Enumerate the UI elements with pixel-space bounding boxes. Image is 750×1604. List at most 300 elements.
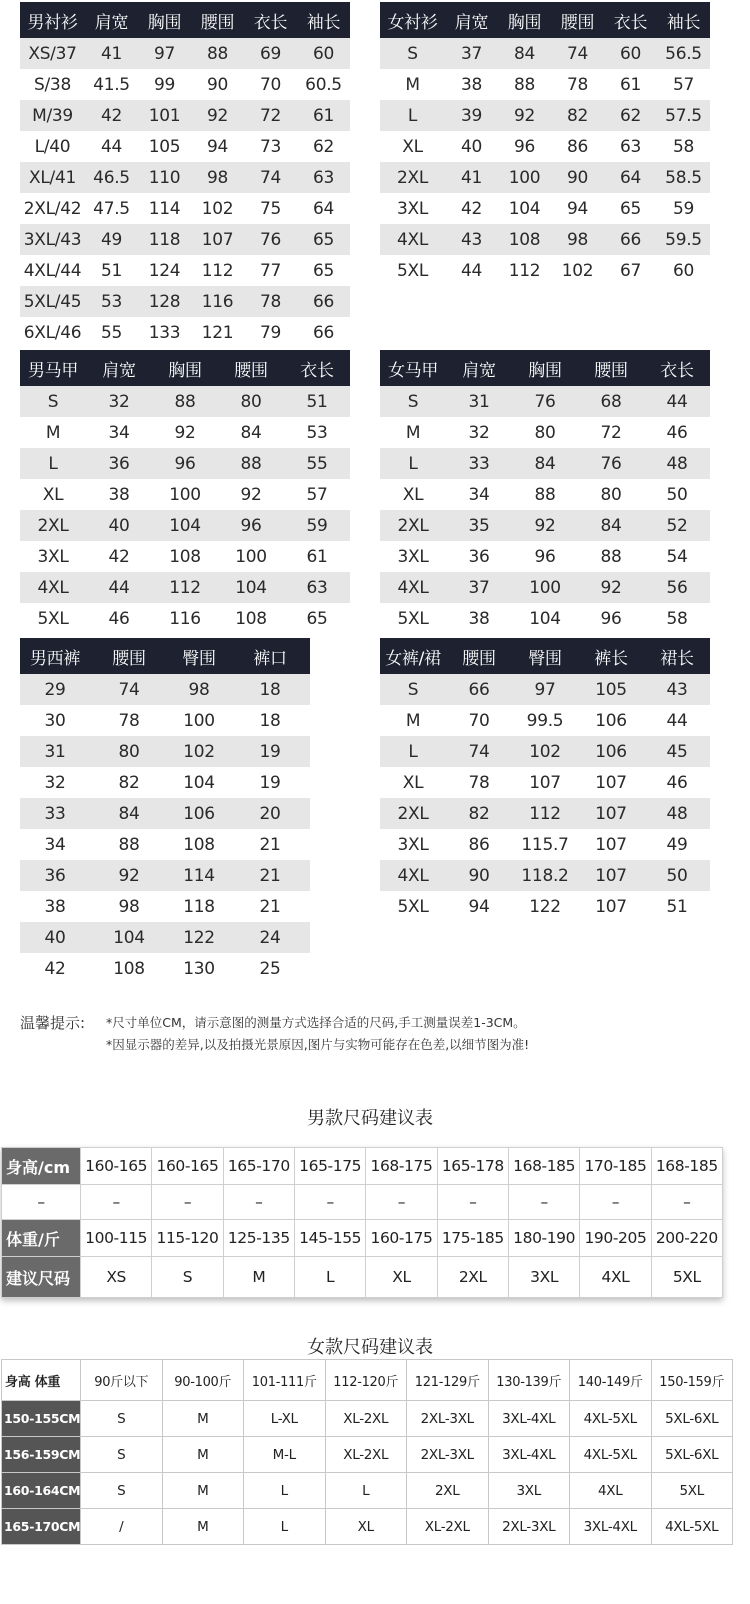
table-cell: 112: [512, 798, 578, 829]
table-cell: 88: [218, 448, 284, 479]
table-cell: 66: [604, 224, 657, 255]
table-cell: M: [162, 1401, 244, 1437]
table-cell: 102: [168, 736, 230, 767]
table-cell: XL: [380, 479, 446, 510]
table-cell: 34: [86, 417, 152, 448]
table-cell: 96: [152, 448, 218, 479]
table-cell: 44: [644, 705, 710, 736]
table-row: [20, 798, 350, 829]
table-row: [2, 1220, 723, 1257]
table-cell: 88: [512, 479, 578, 510]
table-cell: 4XL: [380, 224, 445, 255]
table-cell: 94: [191, 131, 244, 162]
table-cell: 64: [297, 193, 350, 224]
table-cell: 106: [168, 798, 230, 829]
table-cell: 57: [284, 479, 350, 510]
table-cell: 108: [168, 829, 230, 860]
table-cell: 51: [85, 255, 138, 286]
table-cell: 104: [512, 603, 578, 634]
table-row: [20, 38, 350, 69]
table-cell: 101: [138, 100, 191, 131]
table-cell: 38: [86, 479, 152, 510]
table-cell: 112: [498, 255, 551, 286]
table-cell: 84: [578, 510, 644, 541]
row-label: 建议尺码: [2, 1257, 81, 1298]
table-cell: 104: [498, 193, 551, 224]
height-label: 150-155CM: [2, 1401, 81, 1437]
table-row: [2, 1509, 733, 1545]
mens-trousers-header: 腰围: [90, 638, 168, 674]
table-row: [20, 224, 350, 255]
weight-header: 101-111斤: [244, 1360, 326, 1401]
table-cell: 58: [657, 131, 710, 162]
table-cell: 168-175: [366, 1148, 437, 1185]
table-cell: 98: [90, 891, 168, 922]
table-cell: 107: [512, 767, 578, 798]
table-cell: 50: [644, 479, 710, 510]
table-cell: 5XL: [651, 1257, 722, 1298]
table-cell: 108: [498, 224, 551, 255]
table-cell: 107: [578, 767, 644, 798]
table-cell: S: [152, 1257, 223, 1298]
table-cell: 104: [218, 572, 284, 603]
table-cell: 60: [604, 38, 657, 69]
table-cell: 53: [284, 417, 350, 448]
table-cell: 90: [191, 69, 244, 100]
table-cell: 19: [230, 736, 310, 767]
table-row: [2, 1401, 733, 1437]
table-cell: 56: [644, 572, 710, 603]
table-cell: 90: [551, 162, 604, 193]
weight-header: 121-129斤: [407, 1360, 489, 1401]
table-cell: L: [294, 1257, 365, 1298]
table-cell: 42: [445, 193, 498, 224]
table-cell: 88: [498, 69, 551, 100]
table-cell: 31: [20, 736, 90, 767]
table-cell: 3XL-4XL: [488, 1437, 570, 1473]
table-cell: M: [380, 705, 446, 736]
table-cell: –: [651, 1185, 722, 1220]
table-row: [20, 603, 350, 634]
table-cell: –: [508, 1185, 579, 1220]
table-cell: 100: [512, 572, 578, 603]
table-cell: 105: [578, 674, 644, 705]
table-cell: XL: [380, 767, 446, 798]
table-row: [20, 736, 350, 767]
table-cell: 76: [578, 448, 644, 479]
table-cell: 5XL: [380, 603, 446, 634]
table-cell: M: [380, 69, 445, 100]
table-cell: 70: [446, 705, 512, 736]
table-cell: 36: [86, 448, 152, 479]
table-cell: 57: [657, 69, 710, 100]
table-cell: 160-165: [81, 1148, 152, 1185]
table-cell: L: [244, 1473, 326, 1509]
table-row: [380, 541, 710, 572]
table-cell: 33: [446, 448, 512, 479]
table-cell: 94: [446, 891, 512, 922]
table-cell: 63: [284, 572, 350, 603]
table-cell: 4XL-5XL: [570, 1401, 652, 1437]
womens-shirt-header: 胸围: [498, 2, 551, 38]
table-cell: 2XL: [407, 1473, 489, 1509]
table-cell: 38: [20, 891, 90, 922]
table-cell: 58.5: [657, 162, 710, 193]
table-cell: 125-135: [223, 1220, 294, 1257]
table-cell: 98: [168, 674, 230, 705]
table-cell: 48: [644, 448, 710, 479]
table-cell: 84: [218, 417, 284, 448]
table-cell: 2XL-3XL: [407, 1401, 489, 1437]
table-cell: 18: [230, 705, 310, 736]
table-cell: 100: [152, 479, 218, 510]
table-cell: 36: [446, 541, 512, 572]
table-cell: M/39: [20, 100, 85, 131]
table-cell: 92: [498, 100, 551, 131]
table-cell: 112: [191, 255, 244, 286]
table-row: [20, 572, 350, 603]
table-row: [380, 38, 710, 69]
table-cell: 112: [152, 572, 218, 603]
table-cell: XL-2XL: [325, 1401, 407, 1437]
table-row: [2, 1473, 733, 1509]
table-cell: 40: [20, 922, 90, 953]
row-label: 体重/斤: [2, 1220, 81, 1257]
womens-pants-header: 女裤/裙: [380, 638, 446, 674]
table-row: [380, 674, 710, 705]
table-cell: 50: [644, 860, 710, 891]
height-label: 156-159CM: [2, 1437, 81, 1473]
table-cell: 92: [90, 860, 168, 891]
table-row: [380, 100, 710, 131]
table-cell: 104: [168, 767, 230, 798]
table-cell: L: [380, 736, 446, 767]
table-cell: 118: [138, 224, 191, 255]
table-cell: 32: [20, 767, 90, 798]
table-cell: 60: [297, 38, 350, 69]
table-cell: 165-170: [223, 1148, 294, 1185]
table-cell: 165-175: [294, 1148, 365, 1185]
table-row: [20, 100, 350, 131]
mens-shirt-header: 袖长: [297, 2, 350, 38]
mens-trousers-table: [20, 638, 350, 984]
table-row: [2, 1185, 723, 1220]
table-cell: 33: [20, 798, 90, 829]
womens-vest-header: 女马甲: [380, 350, 446, 386]
table-cell: XS/37: [20, 38, 85, 69]
mens-vest-table: [20, 350, 350, 634]
table-row: [380, 603, 710, 634]
table-cell: 130: [168, 953, 230, 984]
table-cell: 42: [20, 953, 90, 984]
row-label: –: [2, 1185, 81, 1220]
table-cell: 96: [578, 603, 644, 634]
table-cell: XL: [366, 1257, 437, 1298]
table-row: [20, 417, 350, 448]
height-label: 160-164CM: [2, 1473, 81, 1509]
table-cell: 68: [578, 386, 644, 417]
womens-shirt-header: 女衬衫: [380, 2, 445, 38]
mens-trousers-header: 臀围: [168, 638, 230, 674]
table-cell: M: [223, 1257, 294, 1298]
table-cell: 104: [90, 922, 168, 953]
table-cell: 60.5: [297, 69, 350, 100]
table-cell: 65: [284, 603, 350, 634]
womens-shirt-table: [380, 2, 710, 286]
table-cell: 99: [138, 69, 191, 100]
table-cell: 4XL/44: [20, 255, 85, 286]
table-cell: L: [20, 448, 86, 479]
table-row: [380, 69, 710, 100]
table-cell: 80: [512, 417, 578, 448]
table-cell: M: [380, 417, 446, 448]
womens-shirt-header: 袖长: [657, 2, 710, 38]
table-cell: 67: [604, 255, 657, 286]
table-cell: 38: [446, 603, 512, 634]
table-cell: 84: [512, 448, 578, 479]
table-cell: 70: [244, 69, 297, 100]
table-cell: 180-190: [508, 1220, 579, 1257]
table-cell: 73: [244, 131, 297, 162]
table-cell: 170-185: [580, 1148, 651, 1185]
table-cell: 100-115: [81, 1220, 152, 1257]
table-row: [380, 705, 710, 736]
table-cell: S: [380, 38, 445, 69]
table-cell: 124: [138, 255, 191, 286]
table-cell: –: [580, 1185, 651, 1220]
table-cell: 118: [168, 891, 230, 922]
table-cell: 88: [191, 38, 244, 69]
table-cell: 86: [551, 131, 604, 162]
table-row: [20, 255, 350, 286]
table-cell: 36: [20, 860, 90, 891]
table-cell: 88: [90, 829, 168, 860]
table-cell: L/40: [20, 131, 85, 162]
mens-vest-header: 肩宽: [86, 350, 152, 386]
table-cell: 94: [551, 193, 604, 224]
mens-vest-header: 衣长: [284, 350, 350, 386]
table-row: [20, 510, 350, 541]
table-cell: 3XL/43: [20, 224, 85, 255]
table-cell: 32: [86, 386, 152, 417]
men-rec-table: [1, 1147, 723, 1298]
table-cell: 107: [578, 829, 644, 860]
table-cell: 3XL: [488, 1473, 570, 1509]
table-row: [20, 829, 350, 860]
table-cell: 80: [90, 736, 168, 767]
table-row: [20, 674, 350, 705]
table-cell: –: [366, 1185, 437, 1220]
table-cell: 108: [152, 541, 218, 572]
womens-pants-header: 臀围: [512, 638, 578, 674]
womens-pants-header: 裤长: [578, 638, 644, 674]
table-cell: XL-2XL: [407, 1509, 489, 1545]
mens-shirt-header: 腰围: [191, 2, 244, 38]
table-cell: 24: [230, 922, 310, 953]
table-cell: 122: [512, 891, 578, 922]
table-cell: 100: [498, 162, 551, 193]
mens-trousers-header: 男西裤: [20, 638, 90, 674]
mens-trousers-header: 裤口: [230, 638, 310, 674]
table-cell: 41.5: [85, 69, 138, 100]
height-label: 165-170CM: [2, 1509, 81, 1545]
table-cell: /: [81, 1509, 163, 1545]
table-cell: 5XL-6XL: [651, 1437, 733, 1473]
table-cell: M-L: [244, 1437, 326, 1473]
table-cell: 48: [644, 798, 710, 829]
table-cell: 107: [191, 224, 244, 255]
table-row: [20, 479, 350, 510]
table-cell: 97: [138, 38, 191, 69]
women-rec-table: [1, 1359, 733, 1545]
table-cell: 165-178: [437, 1148, 508, 1185]
table-cell: 200-220: [651, 1220, 722, 1257]
table-cell: 116: [152, 603, 218, 634]
table-cell: M: [162, 1473, 244, 1509]
table-row: [380, 131, 710, 162]
table-row: [20, 286, 350, 317]
table-cell: 55: [85, 317, 138, 348]
table-row: [20, 891, 350, 922]
table-cell: M: [162, 1509, 244, 1545]
table-cell: 79: [244, 317, 297, 348]
table-cell: 62: [604, 100, 657, 131]
table-cell: 78: [244, 286, 297, 317]
table-cell: 45: [644, 736, 710, 767]
table-cell: 76: [512, 386, 578, 417]
table-cell: S/38: [20, 69, 85, 100]
table-cell: L: [325, 1473, 407, 1509]
table-cell: 46: [644, 767, 710, 798]
weight-header: 90-100斤: [162, 1360, 244, 1401]
table-cell: 61: [297, 100, 350, 131]
table-cell: L: [244, 1509, 326, 1545]
table-cell: 145-155: [294, 1220, 365, 1257]
table-cell: 4XL: [580, 1257, 651, 1298]
table-row: [20, 69, 350, 100]
table-cell: 107: [578, 860, 644, 891]
table-cell: 106: [578, 736, 644, 767]
table-cell: 2XL: [437, 1257, 508, 1298]
table-cell: 100: [168, 705, 230, 736]
table-cell: 5XL: [380, 255, 445, 286]
table-cell: 2XL-3XL: [488, 1509, 570, 1545]
table-cell: 4XL-5XL: [570, 1437, 652, 1473]
table-cell: 76: [244, 224, 297, 255]
table-cell: 4XL: [380, 860, 446, 891]
table-cell: 52: [644, 510, 710, 541]
womens-vest-table: [380, 350, 710, 634]
table-cell: 110: [138, 162, 191, 193]
table-cell: 86: [446, 829, 512, 860]
table-cell: –: [152, 1185, 223, 1220]
table-row: [2, 1148, 723, 1185]
table-cell: 90: [446, 860, 512, 891]
tips-label: 温馨提示:: [20, 1014, 86, 1032]
table-cell: 46: [644, 417, 710, 448]
table-cell: 4XL: [380, 572, 446, 603]
weight-header: 112-120斤: [325, 1360, 407, 1401]
table-cell: L: [380, 100, 445, 131]
table-cell: 5XL: [651, 1473, 733, 1509]
table-cell: 6XL/46: [20, 317, 85, 348]
table-cell: 21: [230, 829, 310, 860]
table-cell: 114: [138, 193, 191, 224]
table-cell: 51: [284, 386, 350, 417]
table-cell: 114: [168, 860, 230, 891]
table-cell: 168-185: [651, 1148, 722, 1185]
men-rec-title: 男款尺码建议表: [307, 1108, 433, 1129]
table-cell: 21: [230, 860, 310, 891]
table-cell: 72: [578, 417, 644, 448]
womens-shirt-header: 衣长: [604, 2, 657, 38]
womens-shirt-header: 肩宽: [445, 2, 498, 38]
table-cell: –: [294, 1185, 365, 1220]
table-cell: 49: [644, 829, 710, 860]
table-cell: 102: [551, 255, 604, 286]
table-cell: 47.5: [85, 193, 138, 224]
table-cell: 122: [168, 922, 230, 953]
table-cell: 61: [604, 69, 657, 100]
row-label: 身高/cm: [2, 1148, 81, 1185]
table-cell: 43: [644, 674, 710, 705]
table-row: [2, 1437, 733, 1473]
table-cell: 2XL: [380, 162, 445, 193]
table-row: [20, 317, 350, 348]
table-cell: 44: [86, 572, 152, 603]
table-cell: 2XL: [20, 510, 86, 541]
table-row: [20, 953, 350, 984]
table-row: [20, 162, 350, 193]
table-row: [20, 386, 350, 417]
table-cell: 4XL: [20, 572, 86, 603]
womens-pants-table: [380, 638, 710, 922]
weight-header: 130-139斤: [488, 1360, 570, 1401]
table-cell: 92: [218, 479, 284, 510]
table-cell: 42: [86, 541, 152, 572]
corner-label: 身高 体重: [2, 1360, 81, 1401]
weight-header: 90斤以下: [81, 1360, 163, 1401]
table-cell: 18: [230, 674, 310, 705]
table-cell: 66: [297, 317, 350, 348]
mens-shirt-header: 男衬衫: [20, 2, 85, 38]
table-cell: 190-205: [580, 1220, 651, 1257]
table-cell: XL: [380, 131, 445, 162]
table-cell: M: [20, 417, 86, 448]
table-cell: 2XL-3XL: [407, 1437, 489, 1473]
table-cell: 19: [230, 767, 310, 798]
table-cell: 77: [244, 255, 297, 286]
table-cell: XL: [325, 1509, 407, 1545]
womens-vest-header: 肩宽: [446, 350, 512, 386]
table-cell: S: [380, 674, 446, 705]
womens-vest-header: 腰围: [578, 350, 644, 386]
table-cell: 32: [446, 417, 512, 448]
table-cell: 72: [244, 100, 297, 131]
table-cell: 84: [498, 38, 551, 69]
mens-vest-header: 腰围: [218, 350, 284, 386]
table-cell: 3XL-4XL: [570, 1509, 652, 1545]
table-row: [380, 767, 710, 798]
table-cell: 65: [297, 224, 350, 255]
table-cell: 102: [512, 736, 578, 767]
weight-header: 140-149斤: [570, 1360, 652, 1401]
table-cell: 3XL: [508, 1257, 579, 1298]
table-cell: 61: [284, 541, 350, 572]
table-cell: XS: [81, 1257, 152, 1298]
table-row: [380, 448, 710, 479]
table-cell: 106: [578, 705, 644, 736]
